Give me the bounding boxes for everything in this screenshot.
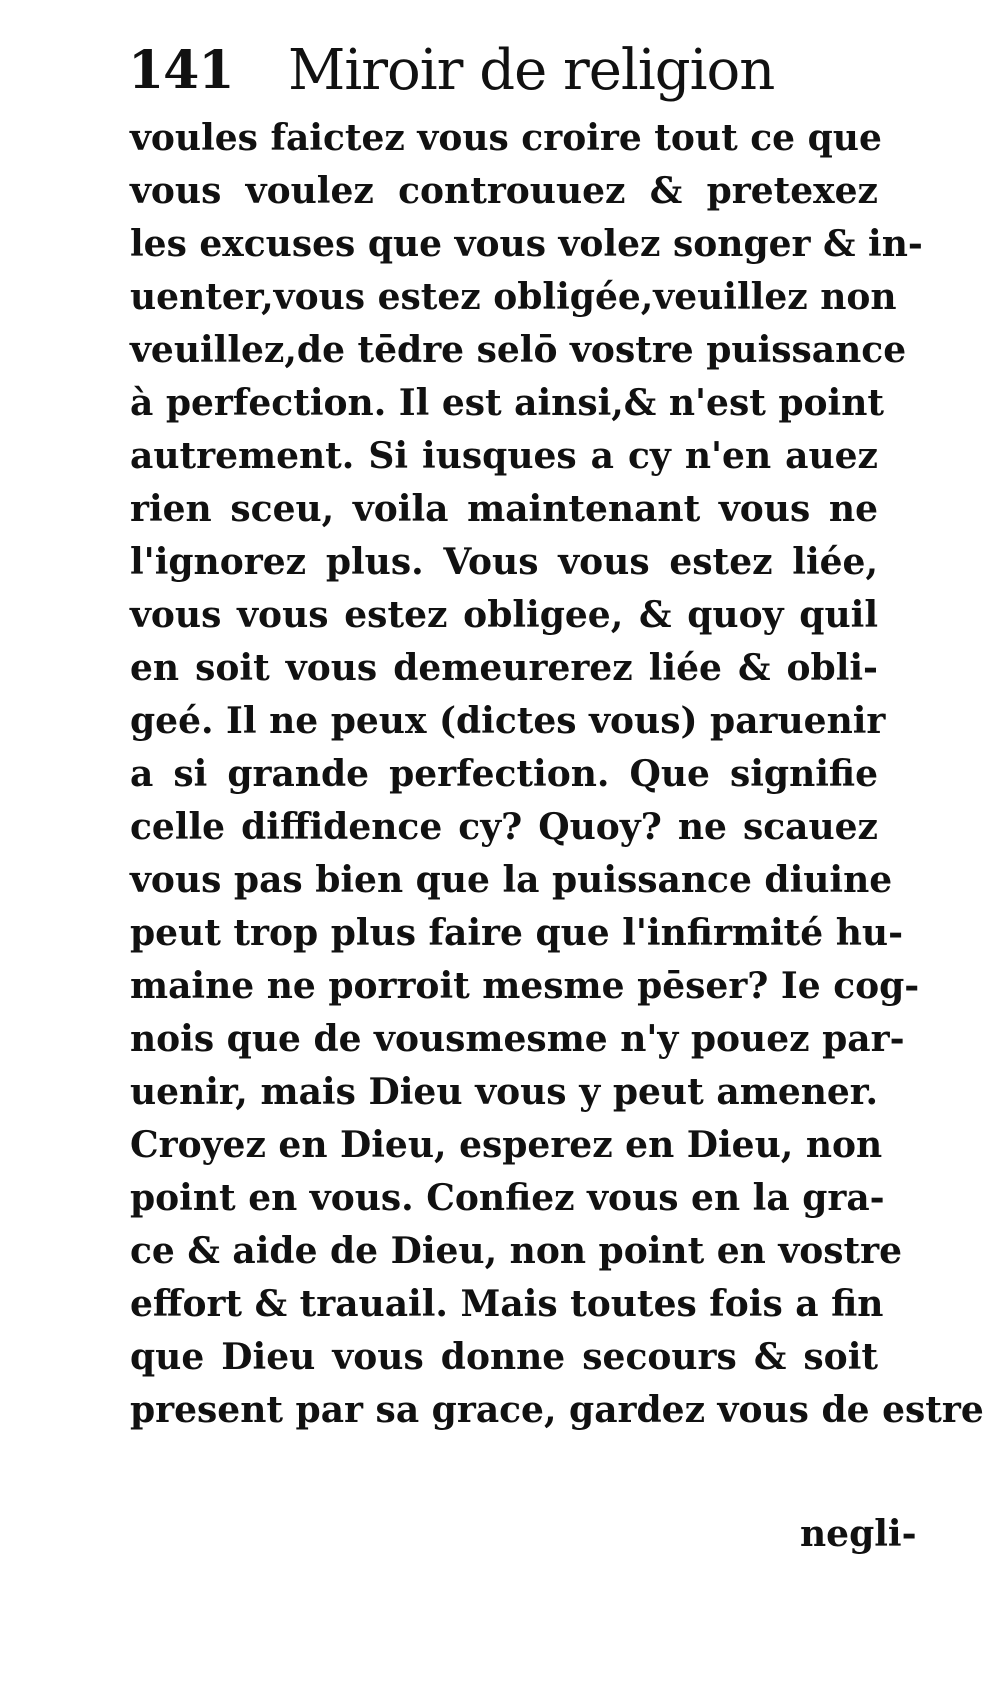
text-line: que Dieu vous donne secours & soit (130, 1336, 878, 1378)
running-title: Miroir de religion (288, 38, 775, 103)
text-line: l'ignorez plus. Vous vous estez liée, (130, 541, 878, 583)
text-line: vous pas bien que la puissance diuine (130, 859, 893, 901)
text-line: present par sa grace, gardez vous de estre (130, 1389, 984, 1431)
text-line: autrement. Si iusques a cy n'en auez (130, 435, 878, 477)
text-line: uenter,vous estez obligée,veuillez non (130, 276, 897, 318)
text-line: uenir, mais Dieu vous y peut amener. (130, 1071, 878, 1113)
text-line: vous vous estez obligee, & quoy quil (130, 594, 878, 636)
text-line: en soit vous demeurerez liée & obli- (130, 647, 878, 689)
page-header (128, 36, 888, 106)
text-line: à perfection. Il est ainsi,& n'est point (130, 382, 885, 424)
text-line: nois que de vousmesme n'y pouez par- (130, 1018, 905, 1060)
catchword: negli- (800, 1513, 917, 1555)
text-line: maine ne porroit mesme pēser? Ie cog- (130, 965, 920, 1007)
body-text (130, 112, 984, 1437)
text-line: point en vous. Confiez vous en la gra- (130, 1177, 885, 1219)
text-line: geé. Il ne peux (dictes vous) paruenir (130, 700, 886, 742)
text-line: effort & trauail. Mais toutes fois a fin (130, 1283, 884, 1325)
text-line: ce & aide de Dieu, non point en vostre (130, 1230, 903, 1272)
text-line: rien sceu, voila maintenant vous ne (130, 488, 878, 530)
text-line: peut trop plus faire que l'infirmité hu- (130, 912, 904, 954)
text-line: vous voulez controuuez & pretexez (130, 170, 878, 212)
text-line: voules faictez vous croire tout ce que (130, 117, 882, 159)
text-line: les excuses que vous volez songer & in- (130, 223, 923, 265)
text-line: veuillez,de tēdre selō vostre puissance (130, 329, 907, 371)
page-number: 141 (128, 40, 234, 101)
text-line: a si grande perfection. Que signifie (130, 753, 878, 795)
text-line: celle diffidence cy? Quoy? ne scauez (130, 806, 878, 848)
text-line: Croyez en Dieu, esperez en Dieu, non (130, 1124, 883, 1166)
